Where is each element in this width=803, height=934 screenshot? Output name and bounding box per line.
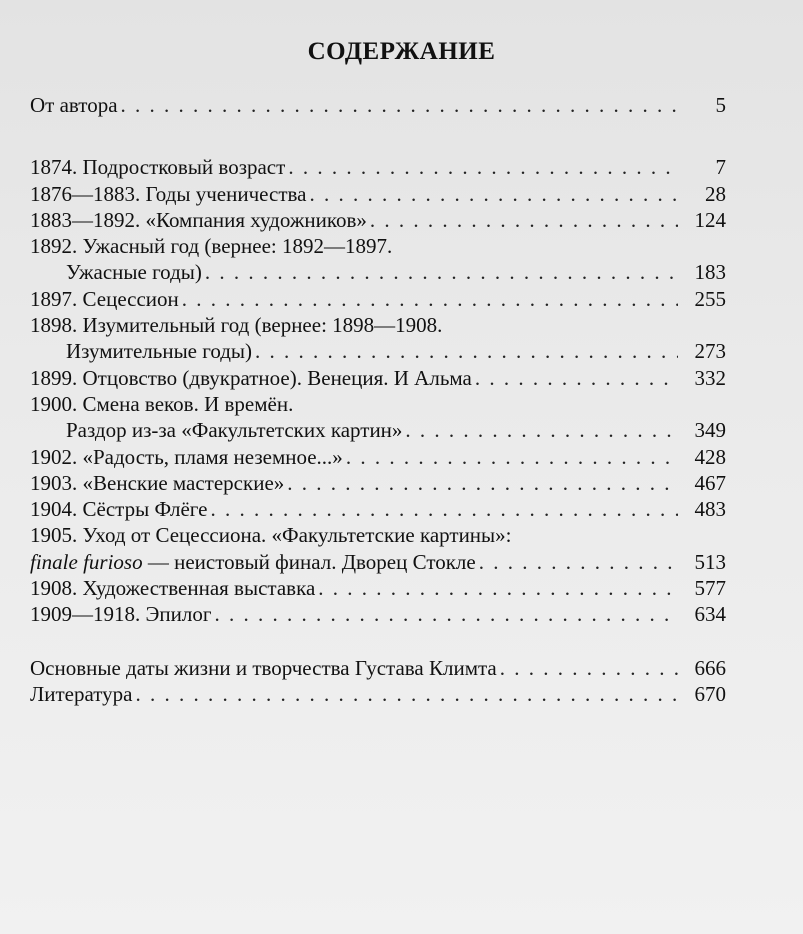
toc-entry: [30, 181, 726, 207]
toc-entry: [30, 444, 726, 470]
toc-entry: [30, 207, 726, 233]
toc-entry-text: От автора: [30, 93, 118, 117]
toc-entry-appendix: [30, 681, 726, 707]
toc-entry-text: 1909—1918. Эпилог: [30, 602, 212, 627]
dot-leader: [121, 92, 678, 118]
dot-leader: [255, 338, 678, 364]
toc-entry-text: 1874. Подростковый возраст: [30, 155, 286, 180]
toc-entry-text: 1904. Сёстры Флёге: [30, 497, 208, 522]
toc-entry-text: 1902. «Радость, пламя неземное...»: [30, 444, 343, 469]
toc-page-number: 28: [705, 181, 726, 206]
toc-entry-text: 1903. «Венские мастерские»: [30, 470, 285, 495]
dot-leader: [205, 259, 678, 285]
toc-entry-text-continued: [30, 549, 479, 575]
toc-page-number: 124: [694, 207, 726, 232]
toc-page-number: 634: [694, 602, 726, 627]
toc-entry-text: 1898. Изумительный год (вернее: 1898—1908.: [30, 313, 443, 338]
toc-entry-text: 1899. Отцовство (двукратное). Венеция. И Альма: [30, 365, 472, 390]
toc-entry: [30, 470, 726, 496]
toc-entry: [30, 365, 726, 391]
dot-leader: [500, 655, 678, 681]
toc-entry-text: 1892. Ужасный год (вернее: 1892—1897.: [30, 234, 393, 259]
toc-entry: [30, 154, 726, 180]
toc-page-number: 428: [694, 444, 726, 469]
toc-page-number: 666: [694, 655, 726, 680]
toc-page-number: 349: [694, 418, 726, 443]
toc-entry-line2: [30, 338, 726, 364]
dot-leader: [479, 549, 678, 575]
toc-page-number: 513: [694, 549, 726, 574]
toc-entry-text: Литература: [30, 681, 133, 706]
toc-entry-text: 1897. Сецессион: [30, 286, 179, 311]
toc-page-number: 483: [694, 497, 726, 522]
dot-leader: [182, 286, 678, 312]
toc-page-number: 670: [694, 681, 726, 706]
toc-page-number: 332: [694, 365, 726, 390]
toc-entry-line1: [30, 312, 726, 338]
toc-page-number: 273: [694, 339, 726, 364]
toc-entry: [30, 286, 726, 312]
italic-phrase: finale furioso: [30, 549, 143, 574]
dot-leader: [318, 575, 678, 601]
page-title: СОДЕРЖАНИЕ: [307, 38, 496, 65]
toc-entry-text: 1905. Уход от Сецессиона. «Факультетские картины»:: [30, 523, 512, 548]
toc-page-number: 5: [715, 93, 726, 117]
dot-leader: [370, 207, 678, 233]
dot-leader: [287, 470, 678, 496]
toc-entry-text-continued: Раздор из-за «Факультетских картин»: [66, 418, 403, 443]
dot-leader: [309, 181, 678, 207]
toc-entry: [30, 575, 726, 601]
dot-leader: [405, 417, 678, 443]
toc-entry: [30, 496, 726, 522]
toc-entry-text: 1908. Художественная выставка: [30, 576, 316, 601]
toc-entry-text-rest: — неистовый финал. Дворец Стокле: [142, 549, 476, 574]
toc-entry-text: 1876—1883. Годы ученичества: [30, 181, 307, 206]
toc-page-number: 577: [694, 576, 726, 601]
toc-entry-line2: [30, 549, 726, 575]
toc-page-number: 7: [715, 155, 726, 180]
toc-page-number: 467: [694, 470, 726, 495]
toc-page-number: 255: [694, 286, 726, 311]
toc-entry-line1: [30, 522, 726, 548]
dot-leader: [135, 681, 678, 707]
dot-leader: [346, 444, 678, 470]
toc-entry-line2: [30, 259, 726, 285]
toc-entry-text-continued: Изумительные годы): [66, 339, 253, 364]
toc-entry: [30, 601, 726, 627]
table-of-contents: [30, 92, 726, 707]
toc-entry-line2: [30, 417, 726, 443]
dot-leader: [475, 365, 678, 391]
toc-entry-text: 1883—1892. «Компания художников»: [30, 207, 367, 232]
toc-entry-text-continued: Ужасные годы): [66, 260, 202, 285]
dot-leader: [210, 496, 678, 522]
toc-page-number: 183: [694, 260, 726, 285]
dot-leader: [288, 154, 678, 180]
toc-entry-line1: [30, 233, 726, 259]
toc-entry-appendix: [30, 655, 726, 681]
toc-entry-text: 1900. Смена веков. И времён.: [30, 391, 294, 416]
toc-entry-intro: [30, 92, 726, 118]
toc-entry-text: Основные даты жизни и творчества Густава Климта: [30, 655, 497, 680]
dot-leader: [214, 601, 678, 627]
toc-entry-line1: [30, 391, 726, 417]
